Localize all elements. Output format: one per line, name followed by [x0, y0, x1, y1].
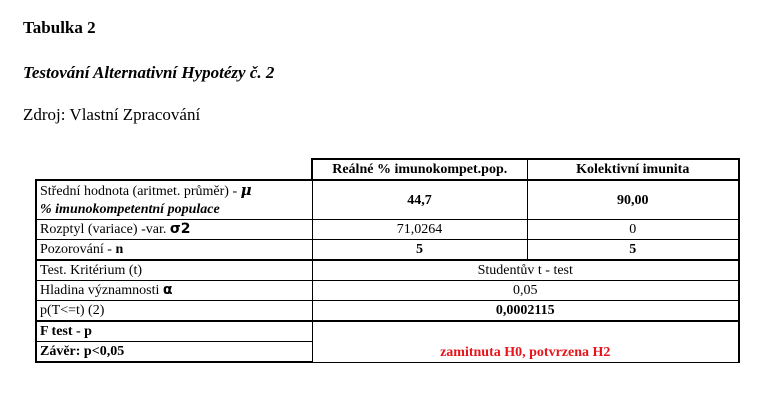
- alpha-symbol: α: [162, 282, 173, 298]
- observations-row: [36, 240, 739, 261]
- significance-row: [36, 281, 739, 301]
- p-value: 0,0002115: [312, 301, 739, 322]
- conclusion-cell: [312, 321, 739, 362]
- variance-row: [36, 220, 739, 240]
- source-note: Zdroj: Vlastní Zpracování: [23, 105, 201, 124]
- table-subtitle: Testování Alternativní Hypotézy č. 2: [23, 63, 275, 82]
- header-collective-immunity: Kolektivní imunita: [527, 159, 739, 180]
- p-value-row: [36, 301, 739, 322]
- criterion-row: [36, 260, 739, 281]
- observations-label: Pozorování -: [40, 242, 112, 257]
- variance-value-real: 71,0264: [312, 220, 527, 240]
- significance-label: Hladina významnosti: [40, 283, 160, 298]
- conclusion-value: zamitnuta H0, potvrzena H2: [440, 344, 611, 360]
- significance-label-cell: [36, 281, 312, 301]
- observations-value-collective: 5: [527, 240, 739, 261]
- ftest-label: F test - p: [36, 321, 312, 342]
- variance-label: Rozptyl (variace) -var.: [40, 222, 167, 237]
- n-symbol: n: [115, 242, 124, 257]
- mu-symbol: μ: [240, 181, 252, 199]
- criterion-value: Studentův t - test: [312, 260, 739, 281]
- mean-value-real: 44,7: [312, 180, 527, 220]
- ftest-row: [36, 321, 739, 342]
- mean-label-line2: % imunokompetentní populace: [40, 202, 220, 217]
- table-title: Tabulka 2: [23, 18, 96, 37]
- empty-corner-cell: [36, 159, 312, 180]
- header-row: [36, 159, 739, 180]
- mean-label-line1: Střední hodnota (aritmet. průměr) -: [40, 184, 238, 199]
- significance-value: 0,05: [312, 281, 739, 301]
- mean-value-collective: 90,00: [527, 180, 739, 220]
- criterion-label: Test. Kritérium (t): [36, 260, 312, 281]
- conclusion-label: Závěr: p<0,05: [36, 342, 312, 363]
- hypothesis-test-table: [35, 158, 740, 363]
- observations-value-real: 5: [312, 240, 527, 261]
- header-real-percent: Reálné % imunokompet.pop.: [312, 159, 527, 180]
- mean-label-cell: [36, 180, 312, 220]
- sigma-symbol: σ2: [169, 221, 191, 237]
- p-value-label: p(T<=t) (2): [36, 301, 312, 322]
- mean-row: [36, 180, 739, 220]
- observations-label-cell: [36, 240, 312, 261]
- variance-label-cell: [36, 220, 312, 240]
- variance-value-collective: 0: [527, 220, 739, 240]
